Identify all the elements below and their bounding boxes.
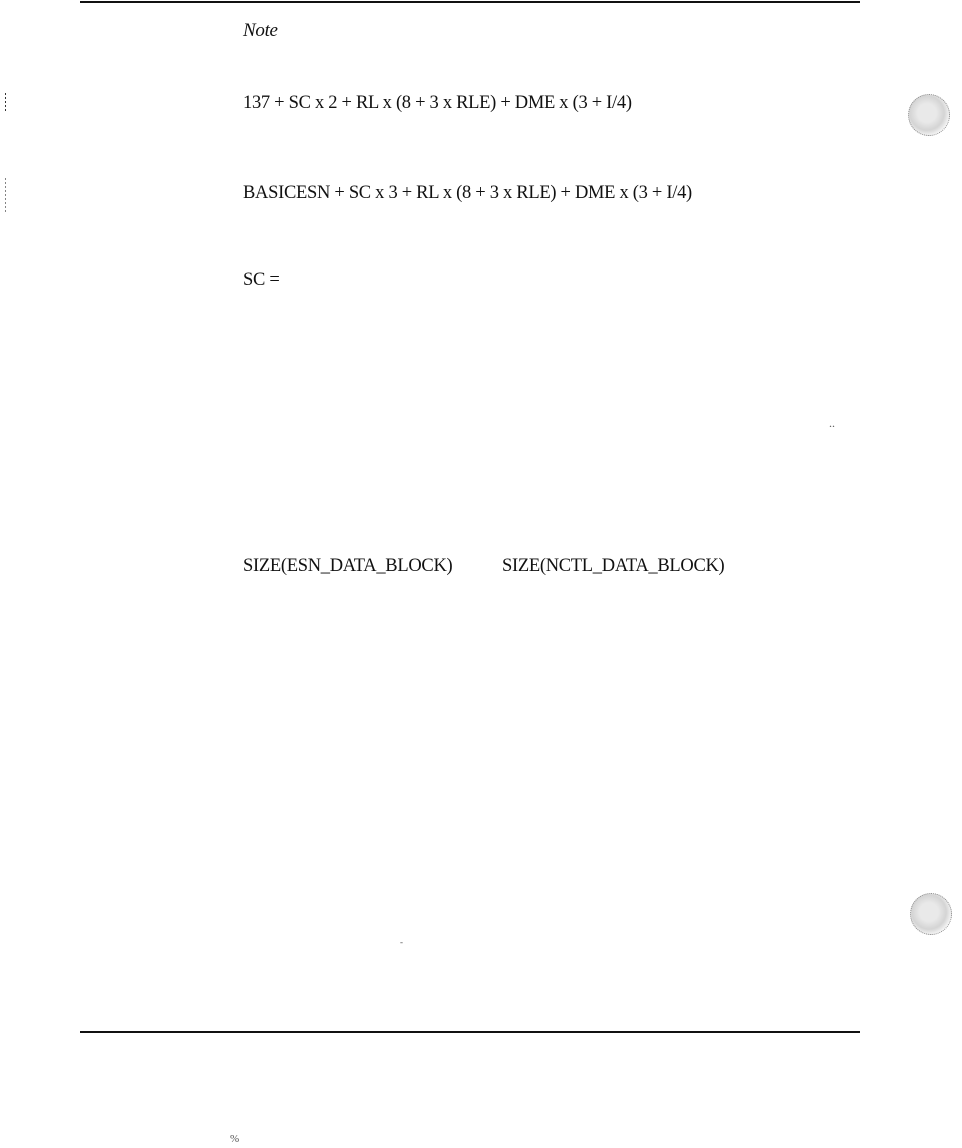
punch-hole-icon bbox=[908, 94, 950, 136]
top-rule bbox=[80, 1, 860, 3]
bottom-rule bbox=[80, 1031, 860, 1033]
scan-speck: - bbox=[400, 937, 403, 947]
formula-line-2: BASICESN + SC x 3 + RL x (8 + 3 x RLE) + DME x (3 + I/4) bbox=[243, 183, 692, 203]
esn-data-block-size: SIZE(ESN_DATA_BLOCK) bbox=[243, 556, 453, 576]
margin-mark bbox=[5, 178, 6, 214]
formula-line-1: 137 + SC x 2 + RL x (8 + 3 x RLE) + DME x (3 + I/4) bbox=[243, 93, 632, 113]
scan-speck: .. bbox=[829, 416, 835, 430]
margin-mark bbox=[5, 93, 6, 113]
note-heading: Note bbox=[243, 20, 278, 41]
punch-hole-icon bbox=[910, 893, 952, 935]
scan-speck: % bbox=[230, 1133, 240, 1145]
nctl-data-block-size: SIZE(NCTL_DATA_BLOCK) bbox=[502, 556, 725, 576]
sc-definition-label: SC = bbox=[243, 270, 280, 290]
